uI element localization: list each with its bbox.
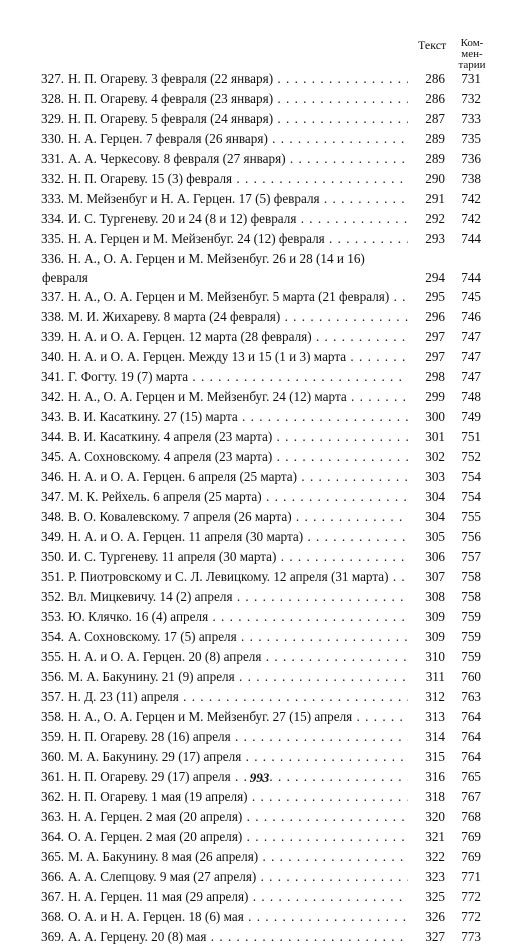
comments-page-number: 755 (461, 509, 481, 524)
entry-title: Н. А. и О. А. Герцен. 20 (8) апреля . . . (68, 647, 408, 667)
entry-number: 351. (41, 569, 65, 584)
toc-entry (0, 387, 519, 407)
toc-entry (0, 707, 519, 727)
comments-page-number: 767 (461, 789, 481, 804)
entry-title: Н. А., О. А. Герцен и М. Мейзенбуг. 26 и 28 (14 и 16) (68, 251, 365, 266)
comments-page-number: 745 (461, 289, 481, 304)
entry-number: 336. (41, 251, 65, 266)
toc-entry (0, 209, 519, 229)
comments-page-number: 772 (461, 909, 481, 924)
text-page-number: 295 (425, 289, 445, 304)
text-page-number: 298 (425, 369, 445, 384)
table-of-contents (0, 69, 519, 947)
entry-number: 367. (41, 889, 65, 904)
comments-page-number: 752 (461, 449, 481, 464)
entry-title: Н. А. и О. А. Герцен. 11 апреля (30 марта) . . . (68, 527, 408, 547)
comments-page-number: 742 (461, 191, 481, 206)
comments-page-number: 747 (461, 329, 481, 344)
text-page-number: 297 (425, 349, 445, 364)
entry-title: Н. А. Герцен. 7 февраля (26 января) . . . (68, 129, 408, 149)
text-page-number: 305 (425, 529, 445, 544)
entry-title: Н. А. Герцен. 2 мая (20 апреля) . . . (68, 807, 408, 827)
toc-entry (0, 567, 519, 587)
entry-number: 358. (41, 709, 65, 724)
text-page-number: 300 (425, 409, 445, 424)
toc-entry (0, 847, 519, 867)
entry-number: 329. (41, 111, 65, 126)
toc-entry (0, 229, 519, 249)
entry-title: А. Сохновскому. 17 (5) апреля . . . (68, 627, 408, 647)
comments-page-number: 747 (461, 349, 481, 364)
entry-number: 369. (41, 929, 65, 944)
entry-number: 345. (41, 449, 65, 464)
entry-title: Н. П. Огареву. 15 (3) февраля . . . (68, 169, 408, 189)
toc-entry (0, 149, 519, 169)
entry-title: М. Мейзенбуг и Н. А. Герцен. 17 (5) февраля . . . (68, 189, 408, 209)
entry-number: 335. (41, 231, 65, 246)
entry-title: Ю. Клячко. 16 (4) апреля . . . (68, 607, 408, 627)
entry-number: 353. (41, 609, 65, 624)
entry-title: М. А. Бакунину. 29 (17) апреля . . . (68, 747, 408, 767)
entry-number: 349. (41, 529, 65, 544)
comments-page-number: 764 (461, 729, 481, 744)
comments-page-number: 759 (461, 649, 481, 664)
toc-entry (0, 367, 519, 387)
text-page-number: 296 (425, 309, 445, 324)
entry-number: 347. (41, 489, 65, 504)
text-page-number: 323 (425, 869, 445, 884)
entry-title: Н. П. Огареву. 3 февраля (22 января) . . . (68, 69, 408, 89)
comments-page-number: 754 (461, 489, 481, 504)
text-page-number: 299 (425, 389, 445, 404)
entry-number: 361. (41, 769, 65, 784)
toc-entry (0, 547, 519, 567)
entry-number: 364. (41, 829, 65, 844)
comments-page-number: 746 (461, 309, 481, 324)
text-page-number: 309 (425, 629, 445, 644)
entry-number: 338. (41, 309, 65, 324)
toc-entry (0, 327, 519, 347)
text-page-number: 306 (425, 549, 445, 564)
text-page-number: 304 (425, 509, 445, 524)
toc-entry (0, 887, 519, 907)
entry-title: Н. Д. 23 (11) апреля . . . (68, 687, 408, 707)
comments-page-number: 733 (461, 111, 481, 126)
text-page-number: 287 (425, 111, 445, 126)
entry-title: Н. А., О. А. Герцен и М. Мейзенбуг. 5 марта (21 февраля) . . . (68, 287, 408, 307)
entry-number: 348. (41, 509, 65, 524)
comments-page-number: 764 (461, 709, 481, 724)
toc-entry (0, 347, 519, 367)
entry-number: 362. (41, 789, 65, 804)
comments-page-number: 756 (461, 529, 481, 544)
entry-title-continuation: февраля (42, 270, 88, 285)
toc-entry (0, 427, 519, 447)
entry-title: А. А. Слепцову. 9 мая (27 апреля) . . . (68, 867, 408, 887)
toc-entry (0, 527, 519, 547)
comments-page-number: 764 (461, 749, 481, 764)
entry-title: Н. А. Герцен и М. Мейзенбуг. 24 (12) февраля . . . (68, 229, 408, 249)
entry-title: Н. П. Огареву. 1 мая (19 апреля) . . . (68, 787, 408, 807)
text-page-number: 297 (425, 329, 445, 344)
entry-title: Н. А., О. А. Герцен и М. Мейзенбуг. 24 (12) марта . . . (68, 387, 408, 407)
entry-number: 368. (41, 909, 65, 924)
entry-number: 337. (41, 289, 65, 304)
entry-number: 352. (41, 589, 65, 604)
comments-page-number: 735 (461, 131, 481, 146)
comments-page-number: 758 (461, 569, 481, 584)
toc-entry (0, 667, 519, 687)
comments-page-number: 771 (461, 869, 481, 884)
comments-page-number: 763 (461, 689, 481, 704)
entry-number: 354. (41, 629, 65, 644)
entry-number: 332. (41, 171, 65, 186)
text-page-number: 303 (425, 469, 445, 484)
entry-number: 356. (41, 669, 65, 684)
entry-title: Н. А. и О. А. Герцен. Между 13 и 15 (1 и 3) марта . . . (68, 347, 408, 367)
text-page-number: 312 (425, 689, 445, 704)
entry-title: Н. А. и О. А. Герцен. 6 апреля (25 марта) . . . (68, 467, 408, 487)
entry-title: М. К. Рейхель. 6 апреля (25 марта) . . . (68, 487, 408, 507)
text-page-number: 294 (425, 270, 445, 285)
comments-page-number: 758 (461, 589, 481, 604)
toc-entry (0, 607, 519, 627)
toc-entry (0, 169, 519, 189)
text-page-number: 321 (425, 829, 445, 844)
toc-entry (0, 407, 519, 427)
entry-title: Н. А., О. А. Герцен и М. Мейзенбуг. 27 (15) апреля . . . (68, 707, 408, 727)
entry-title: В. И. Касаткину. 27 (15) марта . . . (68, 407, 408, 427)
comments-page-number: 736 (461, 151, 481, 166)
entry-number: 365. (41, 849, 65, 864)
entry-number: 359. (41, 729, 65, 744)
comments-page-number: 759 (461, 609, 481, 624)
text-page-number: 286 (425, 71, 445, 86)
entry-number: 346. (41, 469, 65, 484)
toc-entry (0, 867, 519, 887)
toc-entry (0, 827, 519, 847)
text-page-number: 290 (425, 171, 445, 186)
entry-title: О. А. и Н. А. Герцен. 18 (6) мая . . . (68, 907, 408, 927)
toc-entry (0, 109, 519, 129)
text-page-number: 286 (425, 91, 445, 106)
entry-title: Н. П. Огареву. 28 (16) апреля . . . (68, 727, 408, 747)
entry-title: В. И. Касаткину. 4 апреля (23 марта) . . . (68, 427, 408, 447)
entry-number: 342. (41, 389, 65, 404)
entry-number: 339. (41, 329, 65, 344)
toc-entry (0, 249, 519, 287)
text-page-number: 292 (425, 211, 445, 226)
comments-page-number: 751 (461, 429, 481, 444)
text-page-number: 313 (425, 709, 445, 724)
toc-entry (0, 927, 519, 947)
comments-page-number: 738 (461, 171, 481, 186)
entry-number: 355. (41, 649, 65, 664)
toc-entry (0, 487, 519, 507)
comments-page-number: 747 (461, 369, 481, 384)
entry-number: 333. (41, 191, 65, 206)
comments-page-number: 773 (461, 929, 481, 944)
entry-number: 334. (41, 211, 65, 226)
entry-title: В. О. Ковалевскому. 7 апреля (26 марта) . . . (68, 507, 408, 527)
toc-entry (0, 69, 519, 89)
entry-title: Вл. Мицкевичу. 14 (2) апреля . . . (68, 587, 408, 607)
text-page-number: 311 (425, 669, 445, 684)
toc-entry (0, 907, 519, 927)
text-page-number: 325 (425, 889, 445, 904)
entry-number: 344. (41, 429, 65, 444)
comments-page-number: 744 (461, 270, 481, 285)
entry-title: М. И. Жихареву. 8 марта (24 февраля) . . . (68, 307, 408, 327)
text-page-number: 315 (425, 749, 445, 764)
toc-entry (0, 647, 519, 667)
entry-title: Г. Фогту. 19 (7) марта . . . (68, 367, 408, 387)
comments-page-number: 731 (461, 71, 481, 86)
text-page-number: 327 (425, 929, 445, 944)
entry-title: О. А. Герцен. 2 мая (20 апреля) . . . (68, 827, 408, 847)
entry-title: Н. А. Герцен. 11 мая (29 апреля) . . . (68, 887, 408, 907)
entry-number: 360. (41, 749, 65, 764)
text-page-number: 302 (425, 449, 445, 464)
column-header (0, 37, 519, 71)
entry-number: 341. (41, 369, 65, 384)
toc-entry (0, 287, 519, 307)
toc-entry (0, 89, 519, 109)
entry-number: 327. (41, 71, 65, 86)
entry-number: 343. (41, 409, 65, 424)
entry-title: А. А. Черкесову. 8 февраля (27 января) . . . (68, 149, 408, 169)
text-page-number: 309 (425, 609, 445, 624)
comments-page-number: 749 (461, 409, 481, 424)
entry-number: 350. (41, 549, 65, 564)
text-page-number: 301 (425, 429, 445, 444)
toc-entry (0, 627, 519, 647)
text-page-number: 322 (425, 849, 445, 864)
text-page-number: 289 (425, 131, 445, 146)
text-column-label: Текст (418, 38, 447, 52)
text-page-number: 318 (425, 789, 445, 804)
entry-number: 357. (41, 689, 65, 704)
entry-title: И. С. Тургеневу. 11 апреля (30 марта) . . . (68, 547, 408, 567)
text-page-number: 326 (425, 909, 445, 924)
text-page-number: 310 (425, 649, 445, 664)
entry-title: И. С. Тургеневу. 20 и 24 (8 и 12) февраля . . . (68, 209, 408, 229)
entry-title: М. А. Бакунину. 8 мая (26 апреля) . . . (68, 847, 408, 867)
text-page-number: 308 (425, 589, 445, 604)
comments-page-number: 754 (461, 469, 481, 484)
text-page-number: 304 (425, 489, 445, 504)
entry-title: А. А. Герцену. 20 (8) мая . . . (68, 927, 408, 947)
entry-title: Н. П. Огареву. 4 февраля (23 января) . . . (68, 89, 408, 109)
entry-title: Н. П. Огареву. 29 (17) апреля . . . (68, 767, 408, 787)
comments-page-number: 757 (461, 549, 481, 564)
entry-number: 328. (41, 91, 65, 106)
page-number: 993 (249, 770, 270, 785)
toc-entry (0, 587, 519, 607)
toc-entry (0, 447, 519, 467)
toc-entry (0, 807, 519, 827)
entry-number: 331. (41, 151, 65, 166)
comments-page-number: 768 (461, 809, 481, 824)
comments-page-number: 732 (461, 91, 481, 106)
toc-entry (0, 307, 519, 327)
entry-number: 340. (41, 349, 65, 364)
toc-entry (0, 687, 519, 707)
toc-entry (0, 507, 519, 527)
toc-entry (0, 747, 519, 767)
text-page-number: 320 (425, 809, 445, 824)
text-page-number: 291 (425, 191, 445, 206)
toc-entry (0, 189, 519, 209)
comments-page-number: 744 (461, 231, 481, 246)
text-page-number: 307 (425, 569, 445, 584)
entry-title: М. А. Бакунину. 21 (9) апреля . . . (68, 667, 408, 687)
text-page-number: 293 (425, 231, 445, 246)
text-page-number: 314 (425, 729, 445, 744)
entry-number: 330. (41, 131, 65, 146)
entry-title: Р. Пиотровскому и С. Л. Левицкому. 12 апреля (31 марта) . . . (68, 567, 408, 587)
toc-entry (0, 787, 519, 807)
entry-title: Н. П. Огареву. 5 февраля (24 января) . . . (68, 109, 408, 129)
comments-page-number: 772 (461, 889, 481, 904)
comments-column-label: Ком- мен- тарии (458, 37, 486, 71)
entry-title: Н. А. и О. А. Герцен. 12 марта (28 февраля) . . . (68, 327, 408, 347)
text-page-number: 289 (425, 151, 445, 166)
comments-page-number: 769 (461, 849, 481, 864)
entry-number: 366. (41, 869, 65, 884)
text-page-number: 316 (425, 769, 445, 784)
entry-title: А. Сохновскому. 4 апреля (23 марта) . . . (68, 447, 408, 467)
comments-page-number: 759 (461, 629, 481, 644)
comments-page-number: 769 (461, 829, 481, 844)
toc-entry (0, 727, 519, 747)
toc-entry (0, 467, 519, 487)
comments-page-number: 742 (461, 211, 481, 226)
entry-number: 363. (41, 809, 65, 824)
comments-page-number: 765 (461, 769, 481, 784)
toc-entry (0, 129, 519, 149)
comments-page-number: 760 (461, 669, 481, 684)
comments-page-number: 748 (461, 389, 481, 404)
